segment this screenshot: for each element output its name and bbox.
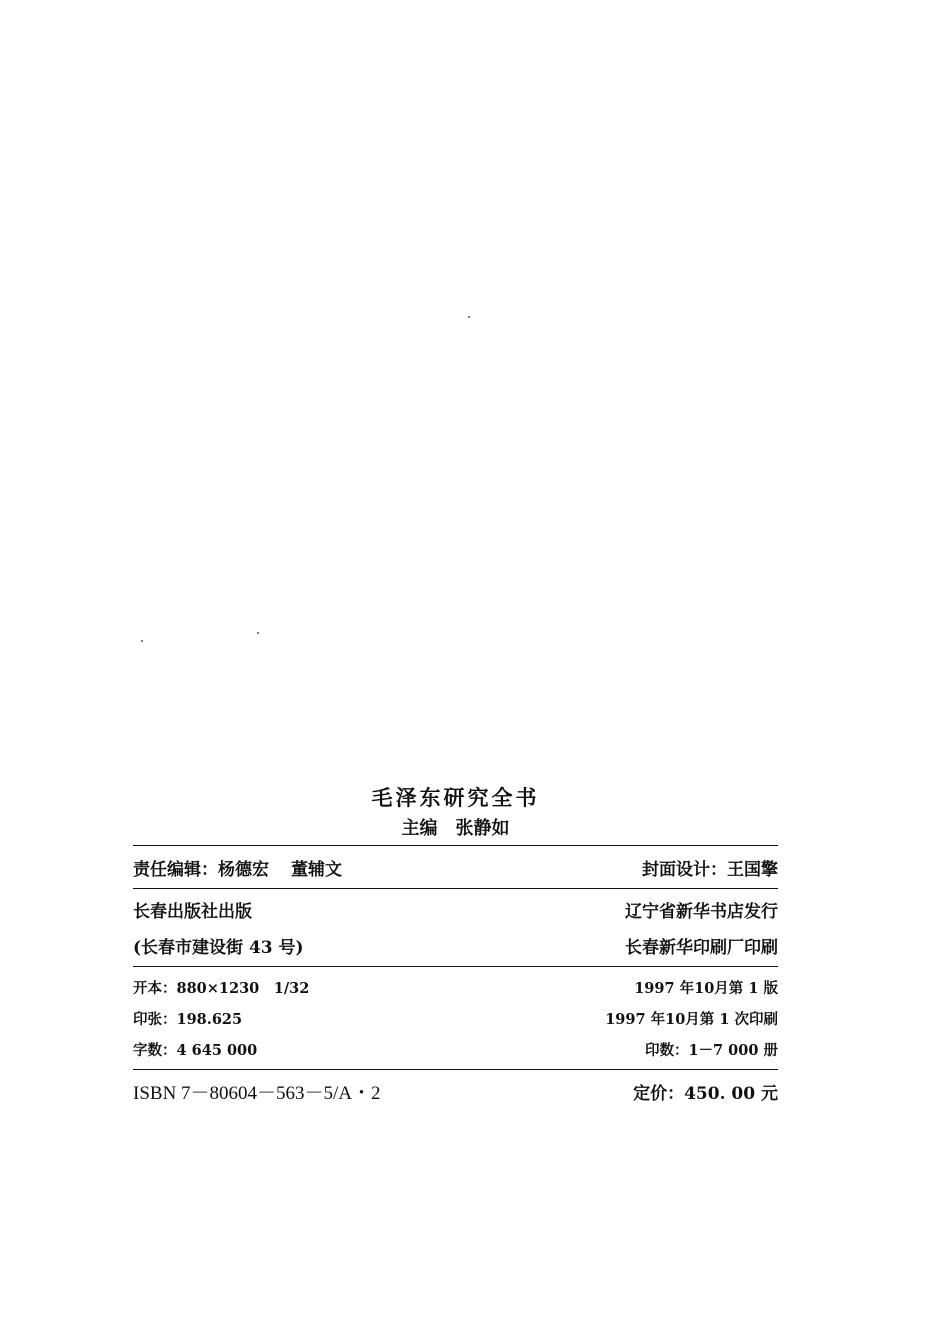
wordcount-row bbox=[133, 1034, 778, 1065]
print-run: 印数：1－7 000 册 bbox=[644, 1042, 778, 1059]
format-row bbox=[133, 972, 778, 1003]
cover-designer: 封面设计：王国擎 bbox=[642, 859, 778, 880]
book-title: 毛泽东研究全书 bbox=[371, 785, 540, 810]
divider bbox=[133, 966, 778, 967]
isbn-row bbox=[133, 1072, 778, 1110]
sheets-row bbox=[133, 1003, 778, 1034]
responsible-editors bbox=[133, 855, 342, 880]
responsible-editor-2: 董辅文 bbox=[291, 859, 342, 880]
scan-speck bbox=[257, 632, 259, 634]
chief-editor-label: 主编 bbox=[401, 818, 438, 839]
editors-row bbox=[133, 846, 778, 888]
distributor: 辽宁省新华书店发行 bbox=[625, 901, 778, 922]
format: 开本：880×1230 1/32 bbox=[133, 980, 310, 997]
printed-sheets: 印张：198.625 bbox=[133, 1011, 243, 1028]
printer: 长春新华印刷厂印刷 bbox=[625, 937, 778, 958]
copyright-page bbox=[133, 783, 778, 1110]
responsible-editor-1: 杨德宏 bbox=[218, 859, 269, 880]
chief-editor-line bbox=[133, 813, 778, 845]
publisher-name: 长春出版社出版 bbox=[133, 901, 252, 922]
scan-speck bbox=[141, 640, 143, 642]
divider bbox=[133, 1069, 778, 1070]
publisher-address: (长春市建设街 43 号) bbox=[133, 937, 304, 958]
divider bbox=[133, 888, 778, 889]
word-count: 字数：4 645 000 bbox=[133, 1042, 258, 1059]
printing: 1997 年10月第 1 次印刷 bbox=[605, 1011, 778, 1028]
address-row bbox=[133, 927, 778, 963]
chief-editor-name: 张静如 bbox=[455, 818, 510, 839]
publisher-row bbox=[133, 891, 778, 927]
responsible-editor-label: 责任编辑： bbox=[133, 859, 218, 880]
isbn: ISBN 7－80604－563－5/A・2 bbox=[133, 1082, 381, 1104]
price: 定价：450. 00 元 bbox=[633, 1083, 778, 1104]
scan-speck bbox=[468, 316, 470, 318]
edition: 1997 年10月第 1 版 bbox=[634, 980, 778, 997]
specs-block bbox=[133, 972, 778, 1065]
